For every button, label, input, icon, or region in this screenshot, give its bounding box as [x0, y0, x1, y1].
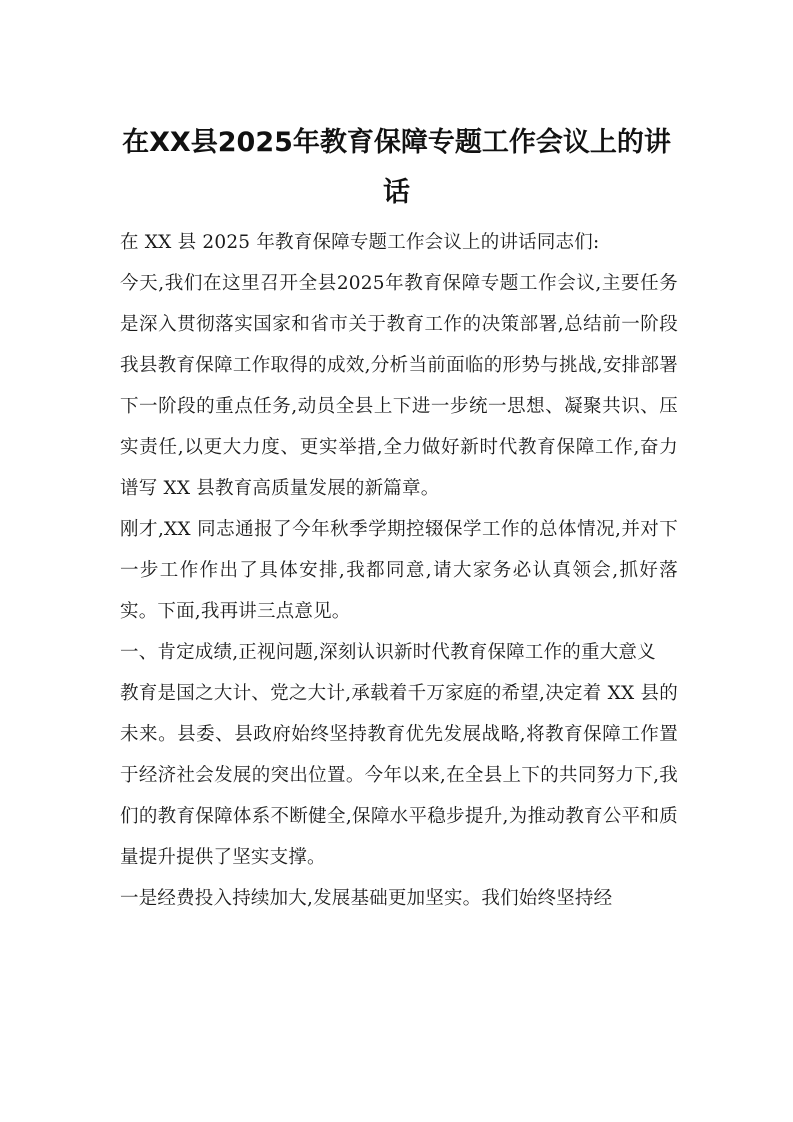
document-title: 在XX县2025年教育保障专题工作会议上的讲话 [122, 127, 671, 208]
opening-paragraph: 今天,我们在这里召开全县2025年教育保障专题工作会议,主要任务是深入贯彻落实国家和省市关于教育工作的决策部署,总结前一阶段我县教育保障工作取得的成效,分析当前面临的形势与挑战,安排部署下一阶段的重点任务,动员全县上下进一步统一思想、凝聚共识、压实责任,以更大力度、更实举措,全力做好新时代教育保障工作,奋力谱写 XX 县教育高质量发展的新篇章。 [120, 273, 678, 499]
section-1-paragraph: 教育是国之大计、党之大计,承载着千万家庭的希望,决定着 XX 县的未来。县委、县政府始终坚持教育优先发展战略,将教育保障工作置于经济社会发展的突出位置。今年以来,在全县上下的共同努力下,我们的教育保障体系不断健全,保障水平稳步提升,为推动教育公平和质量提升提供了坚实支撑。 [120, 683, 678, 868]
response-paragraph: 刚才,XX 同志通报了今年秋季学期控辍保学工作的总体情况,并对下一步工作作出了具体安排,我都同意,请大家务必认真领会,抓好落实。下面,我再讲三点意见。 [120, 519, 678, 622]
document-body [120, 222, 678, 919]
point-1-paragraph: 一是经费投入持续加大,发展基础更加坚实。我们始终坚持经 [120, 888, 613, 909]
salutation-paragraph: 在 XX 县 2025 年教育保障专题工作会议上的讲话同志们: [120, 232, 600, 253]
section-heading-1: 一、肯定成绩,正视问题,深刻认识新时代教育保障工作的重大意义 [120, 642, 656, 663]
